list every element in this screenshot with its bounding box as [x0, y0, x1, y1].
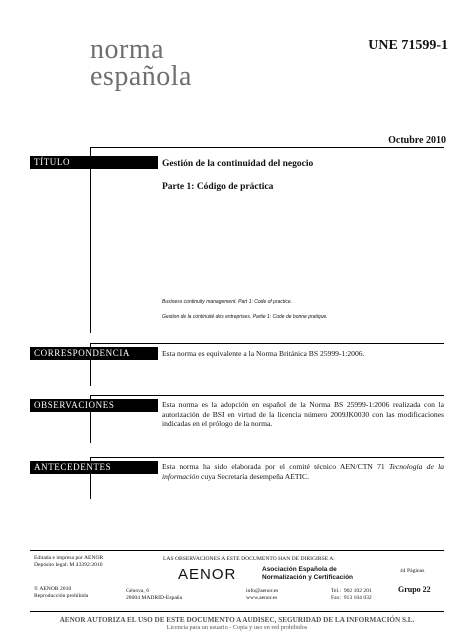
copyright-info — [34, 586, 88, 600]
antecedentes-committee-name: Tecnología de la información — [162, 462, 445, 481]
postal-address — [126, 588, 182, 602]
document-number: UNE 71599-1 — [368, 38, 448, 53]
publication-date: Octubre 2010 — [388, 135, 446, 146]
street: Génova, 6 — [126, 588, 149, 594]
correspondencia-text: Esta norma es equivalente a la Norma Británica BS 25999-1:2006. — [162, 349, 365, 358]
footer-divider — [30, 550, 444, 551]
aenor-logo: AENOR — [178, 566, 237, 583]
org-line2: Normalización y Certificación — [262, 574, 354, 581]
web-contact — [246, 588, 278, 602]
email-link[interactable]: info@aenor.es — [246, 588, 279, 594]
copyright: © AENOR 2010 — [34, 586, 72, 592]
legal-deposit: Depósito legal: M 43392:2010 — [34, 562, 103, 568]
document-title: Gestión de la continuidad del negocio — [162, 159, 314, 169]
phone-contact — [331, 588, 372, 602]
fax-label: Fax: — [331, 595, 341, 601]
correspondencia-divider — [90, 343, 444, 344]
header-divider — [90, 147, 444, 148]
label-antecedentes: ANTECEDENTES — [30, 461, 158, 474]
fax-number: 913 104 032 — [343, 595, 372, 601]
label-observaciones: OBSERVACIONES — [30, 399, 158, 412]
tel-label: Tel.: — [331, 588, 342, 594]
license-terms: Licencia para un usuario - Copia y uso en red prohibidos — [166, 624, 308, 631]
observaciones-text: Esta norma es la adopción en español de la Norma BS 25999-1:2006 realizada con la autorización de BSI en virtud de la licencia número 2009JK0030 con las modificaciones indicadas en el prólogo de la norma. — [162, 400, 444, 428]
brand-espanola: española — [90, 61, 192, 92]
brand-norma: norma — [90, 34, 165, 65]
title-translation-fr: Gestion de la continuité des entreprises. Partie 1: Code de bonne pratique. — [162, 314, 328, 320]
website-link[interactable]: www.aenor.es — [246, 595, 278, 601]
edition-info — [34, 555, 103, 569]
org-line1: Asociación Española de — [262, 566, 337, 573]
observaciones-divider — [90, 395, 444, 396]
antecedentes-divider — [90, 457, 444, 458]
tel-number: 902 102 201 — [343, 588, 372, 594]
edited-by: Editada e impresa por AENOR — [34, 555, 104, 561]
titulo-vertical-rule — [90, 147, 91, 333]
reproduction-notice: Reproducción prohibida — [34, 593, 89, 599]
page-count: 44 Páginas — [400, 568, 425, 574]
antecedentes-text — [162, 462, 444, 481]
aenor-org-name — [262, 566, 353, 582]
antecedentes-text-end: cuya Secretaría desempeña AETIC. — [199, 471, 309, 481]
label-titulo: TÍTULO — [30, 156, 158, 169]
antecedentes-text-start: Esta norma ha sido elaborada por el comité técnico AEN/CTN 71 — [162, 462, 389, 471]
label-correspondencia: CORRESPONDENCIA — [30, 347, 158, 360]
document-subtitle: Parte 1: Código de práctica — [162, 182, 274, 192]
title-translation-en: Business continuity management. Part 1: Code of practice. — [162, 299, 293, 305]
license-disclaimer: AENOR AUTORIZA EL USO DE ESTE DOCUMENTO A AUDISEC, SEGURIDAD DE LA INFORMACIÓN S.L. — [59, 616, 415, 624]
footer-bottom-divider — [30, 611, 444, 612]
city: 28004 MADRID-España — [126, 595, 183, 601]
observations-address-header: LAS OBSERVACIONES A ESTE DOCUMENTO HAN DE DIRIGIRSE A: — [163, 556, 335, 562]
price-group: Grupo 22 — [398, 585, 431, 594]
